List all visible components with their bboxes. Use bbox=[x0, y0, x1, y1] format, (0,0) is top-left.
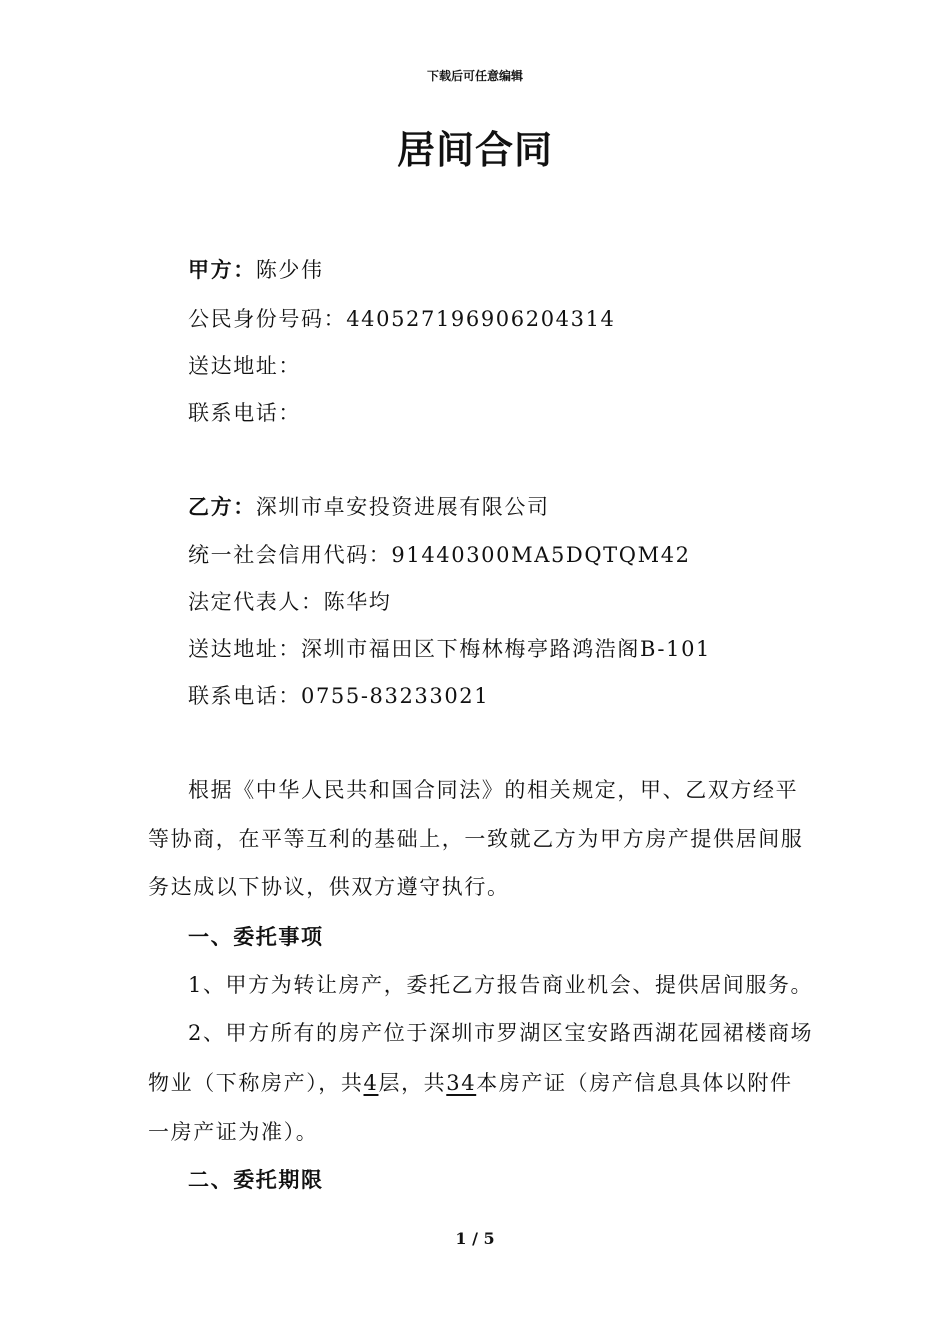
download-note: 下载后可任意编辑 bbox=[426, 69, 523, 83]
section-2-heading: 二、委托期限 bbox=[188, 1167, 324, 1192]
section-1-item-2-line-3: 一房产证为准）。 bbox=[148, 1120, 319, 1144]
page-number: 1 / 5 bbox=[455, 1229, 495, 1248]
intro-line-1: 根据《中华人民共和国合同法》的相关规定，甲、乙双方经平 bbox=[188, 778, 799, 802]
party-b-name: 深圳市卓安投资进展有限公司 bbox=[255, 495, 550, 519]
party-a-name: 陈少伟 bbox=[255, 258, 324, 282]
party-a-id: 公民身份号码：440527196906204314 bbox=[188, 307, 616, 331]
floors-value: 4 bbox=[363, 1071, 379, 1095]
party-b-line bbox=[188, 492, 550, 522]
party-b-phone: 联系电话：0755-83233021 bbox=[188, 684, 490, 708]
section-1-item-2-line-2 bbox=[148, 1068, 793, 1098]
section-1-heading: 一、委托事项 bbox=[188, 924, 324, 949]
party-b-credit-code: 统一社会信用代码：91440300MA5DQTQM42 bbox=[188, 543, 691, 567]
section-1-item-1: 1、甲方为转让房产，委托乙方报告商业机会、提供居间服务。 bbox=[188, 973, 814, 997]
section-1-item-2-line-1: 2、甲方所有的房产位于深圳市罗湖区宝安路西湖花园裙楼商场 bbox=[188, 1021, 814, 1045]
party-b-label: 乙方： bbox=[188, 494, 256, 519]
party-a-address: 送达地址： bbox=[188, 354, 301, 378]
item-2-suffix: 本房产证（房产信息具体以附件 bbox=[476, 1071, 793, 1095]
intro-line-2: 等协商，在平等互利的基础上，一致就乙方为甲方房产提供居间服 bbox=[148, 827, 804, 851]
party-a-label: 甲方： bbox=[188, 257, 256, 282]
contract-title: 居间合同 bbox=[396, 127, 553, 172]
party-b-address: 送达地址：深圳市福田区下梅林梅亭路鸿浩阁B-101 bbox=[188, 637, 711, 661]
item-2-prefix: 物业（下称房产），共 bbox=[148, 1071, 364, 1095]
party-a-line bbox=[188, 255, 324, 285]
certificate-count-value: 34 bbox=[446, 1071, 477, 1095]
intro-line-3: 务达成以下协议，供双方遵守执行。 bbox=[148, 875, 510, 899]
party-b-representative: 法定代表人：陈华均 bbox=[188, 590, 392, 614]
item-2-mid: 层，共 bbox=[378, 1071, 447, 1095]
party-a-phone: 联系电话： bbox=[188, 401, 301, 425]
